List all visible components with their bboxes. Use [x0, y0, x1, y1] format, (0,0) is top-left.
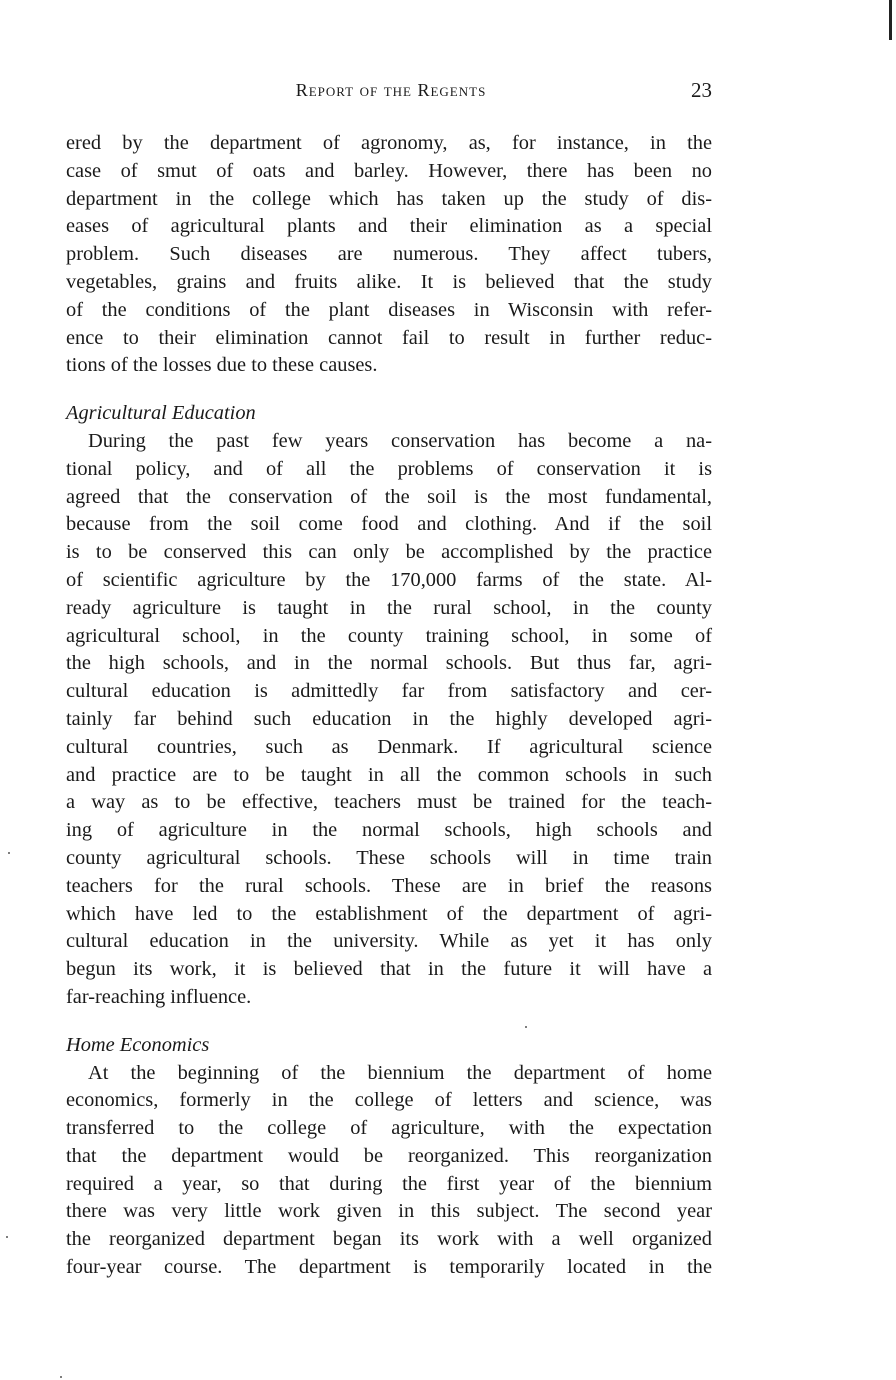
- text-line: begun its work, it is believed that in the future it will have a: [66, 958, 712, 981]
- text-line: During the past few years conservation has become a na-: [88, 429, 712, 452]
- paper-speck: [6, 1236, 8, 1238]
- text-line: ered by the department of agronomy, as, for instance, in the: [66, 132, 712, 154]
- text-line: case of smut of oats and barley. However, there has been no: [66, 159, 712, 182]
- text-line: the high schools, and in the normal schools. But thus far, agri-: [66, 652, 712, 675]
- paper-speck: [8, 852, 10, 854]
- page-edge-mark: [889, 0, 892, 40]
- text-line: agricultural school, in the county training school, in some of: [66, 624, 712, 647]
- text-line: and practice are to be taught in all the common schools in such: [66, 763, 712, 786]
- text-line: ence to their elimination cannot fail to result in further reduc-: [66, 326, 712, 349]
- text-line: eases of agricultural plants and their elimination as a special: [66, 215, 712, 238]
- text-line: ready agriculture is taught in the rural school, in the county: [66, 596, 712, 619]
- text-line: teachers for the rural schools. These are in brief the reasons: [66, 874, 712, 897]
- page-number: 23: [691, 78, 712, 102]
- paper-speck: [60, 1376, 62, 1378]
- text-line: there was very little work given in this subject. The second year: [66, 1200, 712, 1223]
- text-line: required a year, so that during the first year of the biennium: [66, 1172, 712, 1195]
- text-line: At the beginning of the biennium the department of home: [88, 1061, 712, 1084]
- text-line: is to be conserved this can only be accomplished by the practice: [66, 541, 712, 564]
- running-head: [66, 78, 716, 108]
- section-heading-agricultural-education: Agricultural Education: [66, 402, 256, 425]
- paper-speck: [525, 1026, 527, 1028]
- text-line: cultural countries, such as Denmark. If agricultural science: [66, 735, 712, 758]
- text-line: far-reaching influence.: [66, 985, 252, 1008]
- text-line: tainly far behind such education in the highly developed agri-: [66, 707, 712, 730]
- text-line: a way as to be effective, teachers must be trained for the teach-: [66, 791, 712, 814]
- text-line: cultural education is admittedly far from satisfactory and cer-: [66, 680, 712, 703]
- text-line: tions of the losses due to these causes.: [66, 354, 378, 377]
- text-line: of scientific agriculture by the 170,000 farms of the state. Al-: [66, 568, 712, 591]
- text-line: economics, formerly in the college of letters and science, was: [66, 1089, 712, 1112]
- text-line: that the department would be reorganized. This reorganization: [66, 1144, 712, 1167]
- text-line: of the conditions of the plant diseases in Wisconsin with refer-: [66, 298, 712, 321]
- text-line: vegetables, grains and fruits alike. It is believed that the study: [66, 270, 712, 293]
- section-heading-home-economics: Home Economics: [66, 1033, 210, 1056]
- text-line: ing of agriculture in the normal schools, high schools and: [66, 819, 712, 842]
- text-line: because from the soil come food and clothing. And if the soil: [66, 513, 712, 536]
- text-line: four-year course. The department is temporarily located in the: [66, 1256, 712, 1279]
- text-line: transferred to the college of agriculture, with the expectation: [66, 1117, 712, 1140]
- text-line: tional policy, and of all the problems of conservation it is: [66, 457, 712, 480]
- text-line: agreed that the conservation of the soil is the most fundamental,: [66, 485, 712, 508]
- body-text: [66, 130, 712, 1282]
- running-title: Report of the Regents: [295, 80, 487, 100]
- text-line: problem. Such diseases are numerous. They affect tubers,: [66, 243, 712, 266]
- text-line: which have led to the establishment of the department of agri-: [66, 902, 712, 925]
- text-line: the reorganized department began its work with a well organized: [66, 1228, 712, 1251]
- text-line: county agricultural schools. These schools will in time train: [66, 846, 712, 869]
- text-line: cultural education in the university. While as yet it has only: [66, 930, 712, 953]
- text-line: department in the college which has taken up the study of dis-: [66, 187, 712, 210]
